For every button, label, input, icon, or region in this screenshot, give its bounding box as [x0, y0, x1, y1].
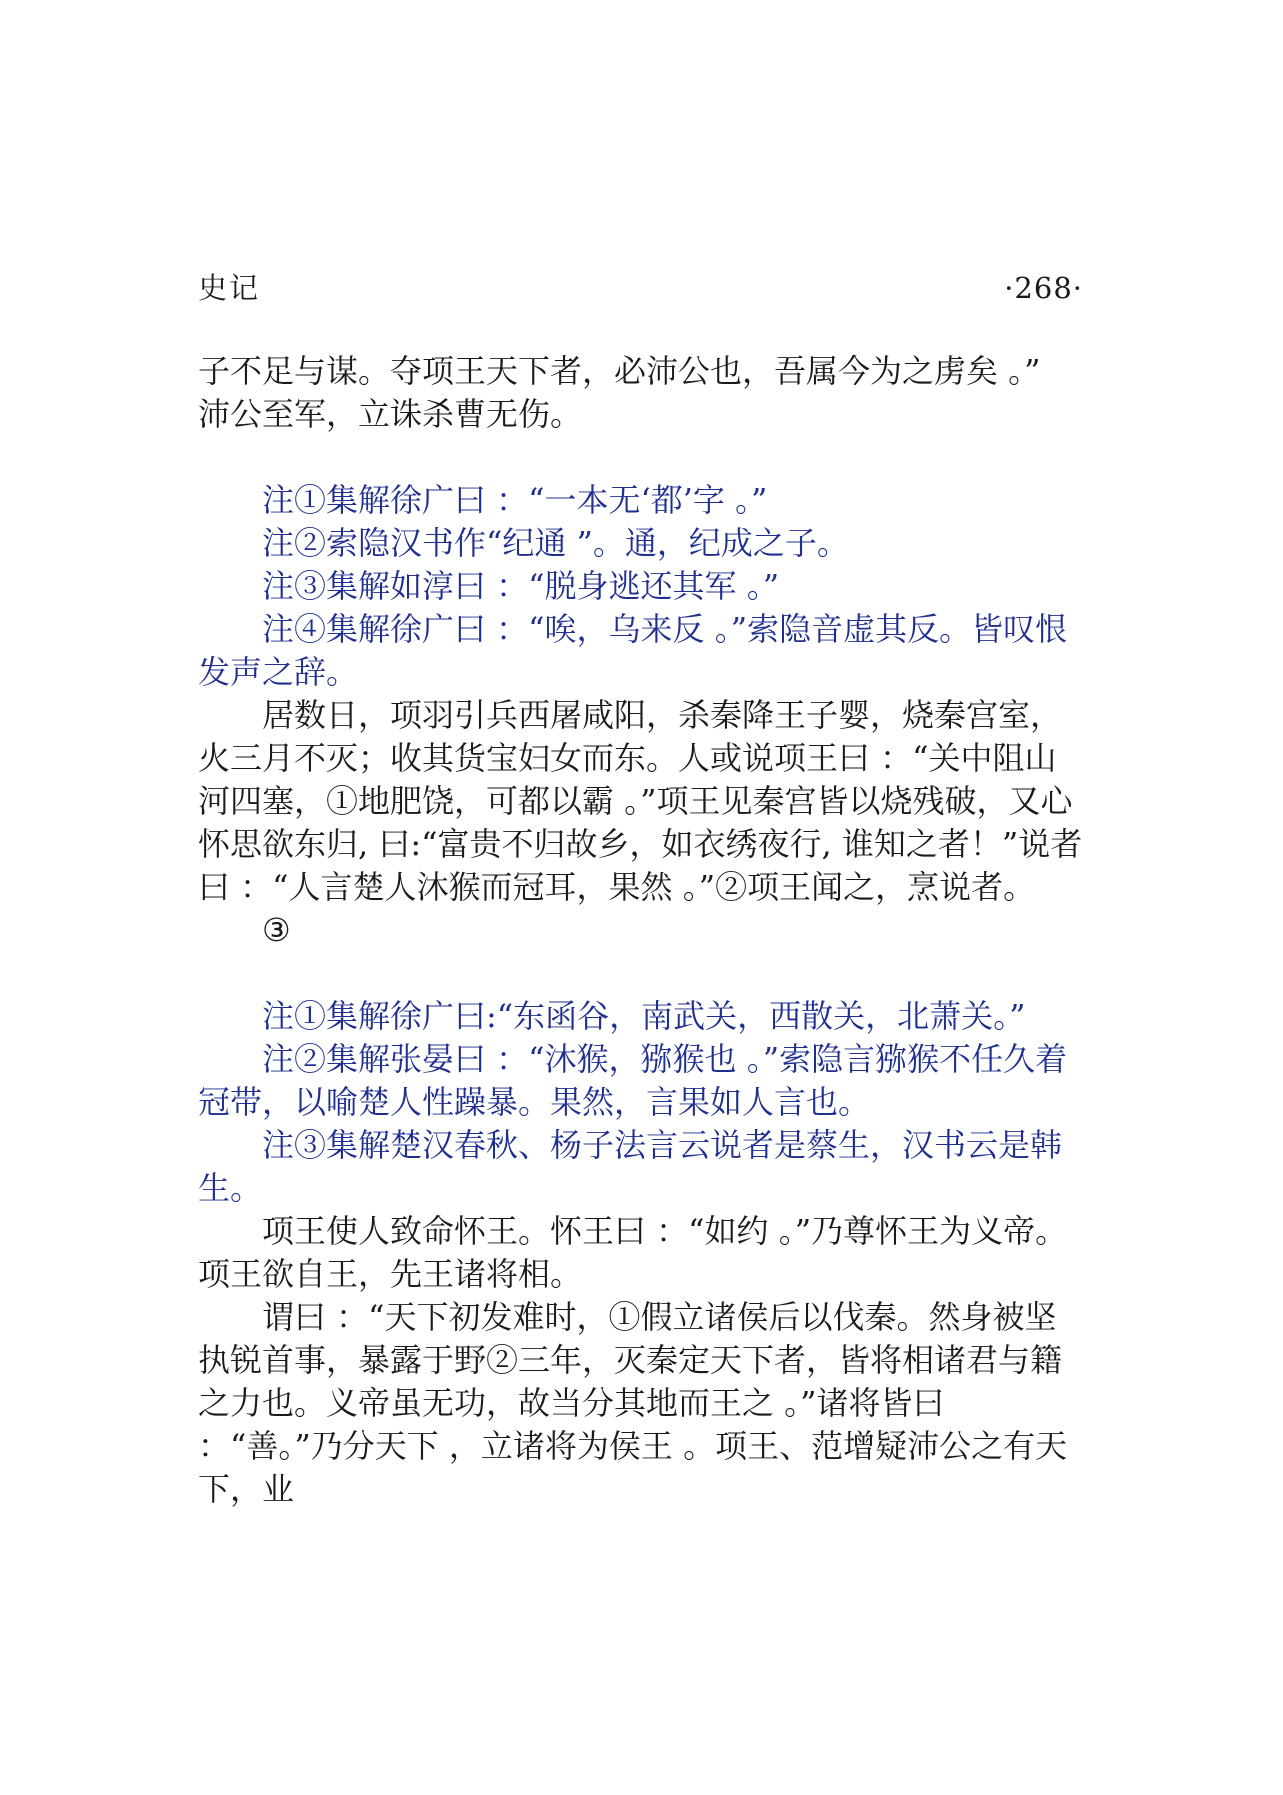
annotation-note: 注④集解徐广曰 ：“唉，乌来反 。”索隐音虚其反。皆叹恨发声之辞。	[198, 610, 1068, 691]
page-header	[198, 268, 1083, 308]
annotation-note: 注②集解张晏曰 ：“沐猴，猕猴也 。”索隐言猕猴不任久着冠带，以喻楚人性躁暴。果然，言果如人言也。	[198, 1040, 1068, 1121]
paragraph-line: 沛公至军，立诛杀曹无伤。	[198, 395, 583, 433]
annotation-note: 注①集解徐广曰 ：“一本无‘都’字 。”	[262, 481, 768, 519]
book-title: 史记	[198, 271, 261, 305]
paragraph: 项王使人致命怀王。怀王曰 ：“如约 。”乃尊怀王为义帝。项王欲自王，先王诸将相。	[198, 1212, 1068, 1293]
annotation-note: 注③集解楚汉春秋、杨子法言云说者是蔡生，汉书云是韩生。	[198, 1126, 1063, 1207]
spacer	[198, 952, 1088, 995]
body-text	[198, 350, 1088, 1511]
spacer	[198, 436, 1088, 479]
footnote-marker: ③	[262, 911, 291, 949]
paragraph: 谓曰 ：“天下初发难时，①假立诸侯后以伐秦。然身被坚执锐首事，暴露于野②三年，灭秦定天下者，皆将相诸君与籍之力也。义帝虽无功，故当分其地而王之 。”诸将皆曰 ：“善。”乃分天下 ，立诸将为侯王 。项王、范增疑沛公之有天下，业	[198, 1298, 1068, 1508]
page-number: ·268·	[1004, 271, 1083, 305]
paragraph: 居数日，项羽引兵西屠咸阳，杀秦降王子婴，烧秦宫室，火三月不灭；收其货宝妇女而东。人或说项王曰 ：“关中阻山河四塞，①地肥饶，可都以霸 。”项王见秦宫皆以烧残破，又心怀思欲东归, 曰:“富贵不归故乡，如衣绣夜行, 谁知之者！”说者曰 ：“人言楚人沐猴而冠耳，果然 。”②项王闻之，烹说者。	[198, 696, 1083, 906]
annotation-note: 注③集解如淳曰 ：“脱身逃还其军 。”	[262, 567, 780, 605]
paragraph-line: 子不足与谋。夺项王天下者，必沛公也，吾属今为之虏矣 。”	[198, 352, 1041, 390]
annotation-note: 注①集解徐广曰:“东函谷，南武关，西散关，北萧关。”	[262, 997, 1026, 1035]
annotation-note: 注②索隐汉书作“纪通 ”。通，纪成之子。	[262, 524, 849, 562]
